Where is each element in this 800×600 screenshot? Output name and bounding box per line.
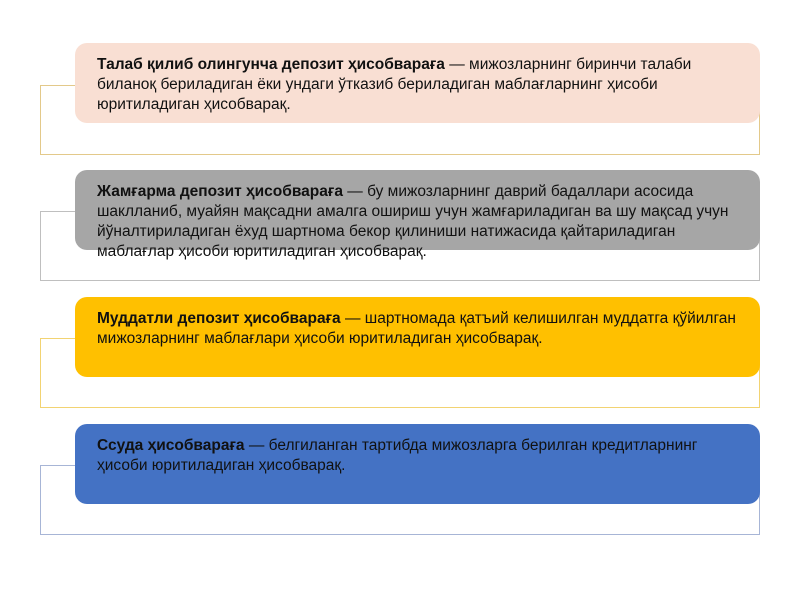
item-card-savings-deposit [75,170,760,260]
item-definition: — бу мижозларнинг даврий бадаллари асосида шаклланиб, муайян мақсадни амалга ошириш учун жамғариладиган ва шу мақсад учун йўналтириладиган ёхуд шартнома бекор қилиниши натижасида қайтариладиган маблағлар ҳисоби юритиладиган ҳисобварақ. [97,183,729,260]
item-card-term-deposit [75,297,760,377]
item-definition: — белгиланган тартибда мижозларга берилган кредитларнинг ҳисоби юритиладиган ҳисобварақ. [97,437,698,474]
item-term: Талаб қилиб олингунча депозит ҳисобвараға [97,56,445,73]
item-definition: — шартномада қатъий келишилган муддатга қўйилган мижозларнинг маблағлари ҳисоби юритиладиган ҳисобварақ. [97,310,736,347]
item-card-loan-account [75,424,760,504]
item-card-demand-deposit [75,43,760,123]
item-term: Муддатли депозит ҳисобвараға [97,310,341,327]
item-term: Жамғарма депозит ҳисобвараға [97,183,343,200]
item-term: Ссуда ҳисобвараға [97,437,245,454]
item-definition: — мижозларнинг биринчи талаби биланоқ бериладиган ёки ундаги ўтказиб бериладиган маблағларнинг ҳисоби юритиладиган ҳисобварақ. [97,56,692,113]
